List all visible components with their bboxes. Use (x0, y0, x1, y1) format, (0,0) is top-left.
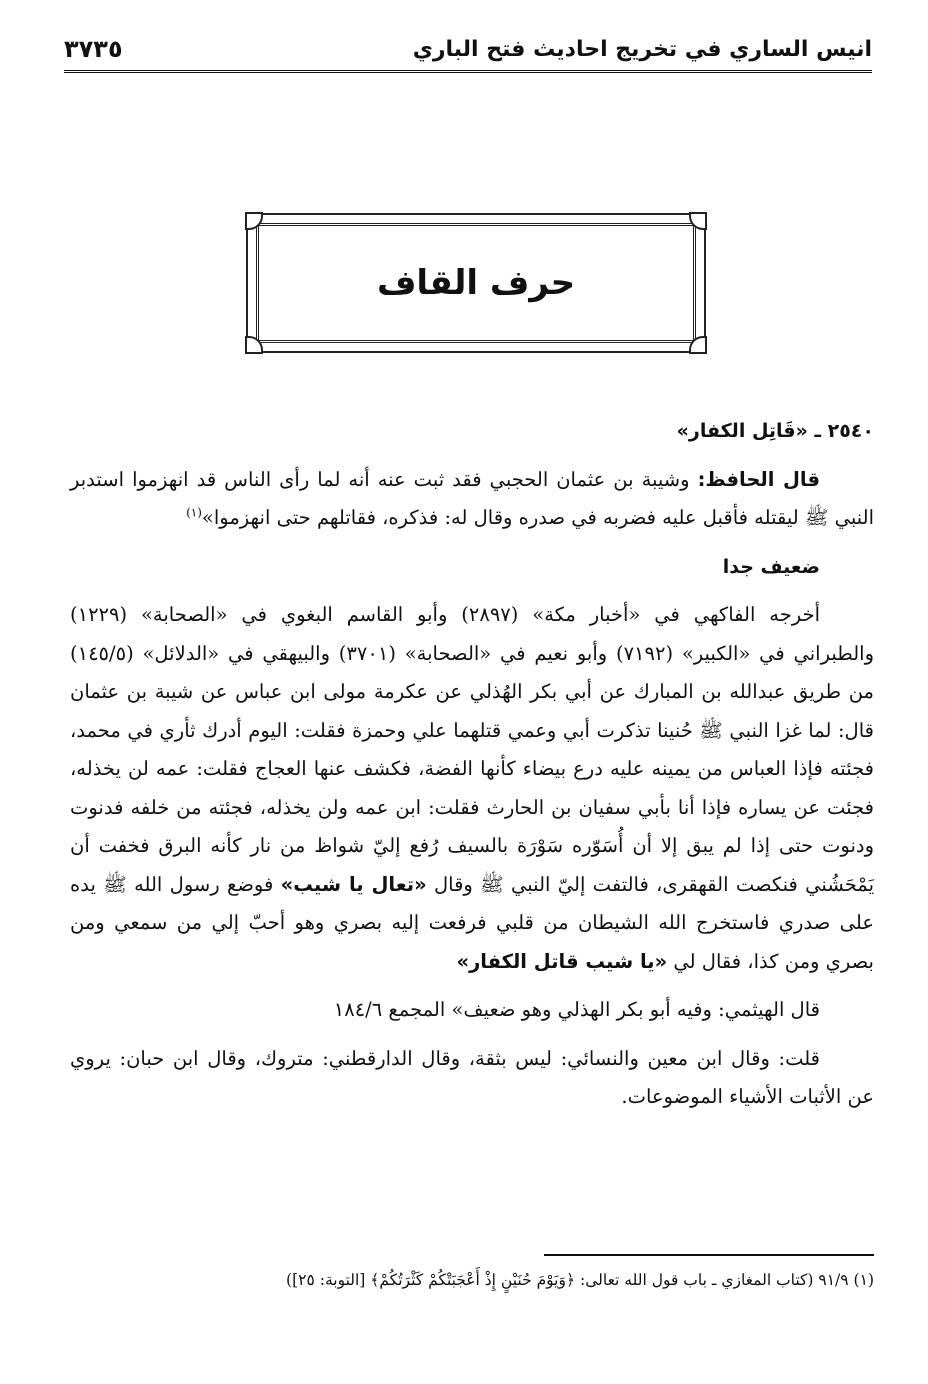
chapter-title: حرف القاف (376, 263, 576, 303)
footnote-text: ٩١/٩ (كتاب المغازي ـ باب قول الله تعالى: ﴿وَيَوْمَ حُنَيْنٍ إِذْ أَعْجَبَتْكُمْ كَثْرَتُكُمْ﴾ [التوبة: ٢٥]) (286, 1271, 849, 1289)
page-number: ٣٧٣٥ (64, 35, 123, 63)
qultu-paragraph: قلت: وقال ابن معين والنسائي: ليس بثقة، وقال الدارقطني: متروك، وقال ابن حبان: يروي عن الأثبات الأشياء الموضوعات. (70, 1046, 874, 1108)
footnote-marker: (١) (853, 1271, 874, 1289)
running-header (64, 28, 872, 73)
takhrij-text-continued: فوضع رسول الله ﷺ يده على صدري فاستخرج الله الشيطان من قلبي فرفعت إليه بصري وهو أحبّ إلي من سمعي ومن بصري ومن كذا، فقال لي (70, 872, 874, 973)
takhrij-paragraph (70, 596, 874, 981)
hafiz-paragraph (70, 461, 874, 538)
footnote-divider (544, 1254, 874, 1256)
quote-taal-ya-shayb: «تعال يا شيب» (280, 872, 427, 896)
hafiz-label: قال الحافظ: (697, 467, 820, 491)
entry-heading: ٢٥٤٠ ـ «قَاتِل الكفار» (676, 420, 874, 442)
footnote (70, 1268, 874, 1292)
chapter-title-frame (246, 213, 706, 353)
footnote-ref[interactable]: (١) (186, 505, 202, 520)
hadith-grade: ضعيف جدا (722, 555, 820, 578)
hafiz-text: وشيبة بن عثمان الحجبي فقد ثبت عنه أنه لما رأى الناس قد انهزموا استدبر النبي ﷺ ليقتله فأقبل عليه فضربه في صدره وقال له: فذكره، فقاتلهم حتى انهزموا» (70, 467, 874, 529)
main-text (70, 412, 874, 1117)
book-title: انيس الساري في تخريج احاديث فتح الباري (412, 36, 872, 62)
quote-qatil-al-kuffar: «يا شيب قاتل الكفار» (456, 949, 668, 973)
takhrij-text: أخرجه الفاكهي في «أخبار مكة» (٢٨٩٧) وأبو القاسم البغوي في «الصحابة» (١٢٢٩) والطبراني في «الكبير» (٧١٩٢) وأبو نعيم في «الصحابة» (٣٧٠١) والبيهقي في «الدلائل» (١٤٥/٥) من طريق عبدالله بن المبارك عن أبي بكر الهُذلي عن عكرمة مولى ابن عباس عن شيبة بن عثمان قال: لما غزا النبي ﷺ حُنينا تذكرت أبي وعمي قتلهما علي وحمزة فقلت: اليوم أدرك ثأري في محمد، فجئته فإذا العباس من يمينه عليه درع بيضاء كأنها الفضة، فكشف عنها العجاج فقلت: عمه لن يخذله، فجئت عن يساره فإذا أنا بأبي سفيان بن الحارث فقلت: ابن عمه ولن يخذله، فجئته من خلفه فدنوت ودنوت حتى إذا لم يبق إلا أن أُسَوّره سَوْرَة بالسيف رُفع إليّ شواظ من نار كأنه البرق فخفت أن يَمْحَشُني فنكصت القهقرى، فالتفت إليّ النبي ﷺ وقال (70, 603, 875, 896)
haythami-paragraph: قال الهيثمي: وفيه أبو بكر الهذلي وهو ضعيف» المجمع ١٨٤/٦ (333, 998, 820, 1021)
